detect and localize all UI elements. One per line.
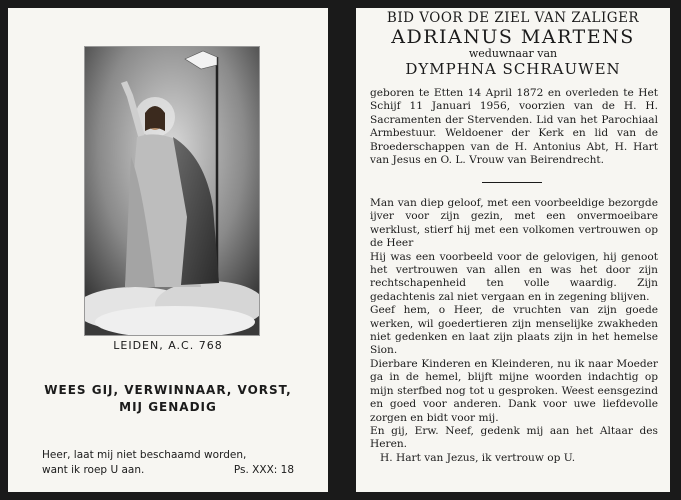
resurrected-christ-illustration: [85, 47, 259, 335]
psalm-reference: Ps. XXX: 18: [233, 464, 294, 476]
closing-prayer: H. Hart van Jezus, ik vertrouw op U.: [380, 451, 576, 464]
memorial-paragraph: En gij, Erw. Neef, gedenk mij aan het Altaar des Heren.: [370, 424, 658, 451]
prayer-line: MIJ GENADIG: [119, 400, 217, 414]
quote-line: Heer, laat mij niet beschaamd worden,: [42, 449, 247, 461]
memorial-paragraph: Man van diep geloof, met een voorbeeldige bezorgde ijver voor zijn gezin, met een onvermoeibare werklust, stierf hij met een volkomen vertrouwen op de Heer: [370, 197, 658, 250]
memorial-text: [370, 197, 658, 465]
holy-card-front: [8, 8, 328, 492]
biography: [370, 87, 658, 167]
memorial-paragraph: Hij was een voorbeeld voor de gelovigen, hij genoot het vertrouwen van allen en was het door zijn rechtschapenheid ten volle waardig. Zijn gedachtenis zal niet vergaan en in zegening blijven.: [370, 250, 658, 303]
deceased-name: ADRIANUS MARTENS: [391, 26, 635, 48]
devotional-picture: [84, 46, 260, 336]
divider-line: [482, 182, 542, 183]
psalm-quote: [42, 448, 308, 478]
publisher-code: LEIDEN, A.C. 768: [113, 339, 223, 352]
holy-card-back: [356, 8, 670, 492]
memorial-header: [356, 10, 670, 78]
biography-text: geboren te Etten 14 April 1872 en overleden te Het Schijf 11 Januari 1956, voorzien van de H. H. Sacramenten der Stervenden. Lid van het Parochiaal Armbestuur. Weldoener der Kerk en lid van de Broederschappen van de H. Antonius Abt, H. Hart van Jesus en O. L. Vrouw van Beirendrecht.: [370, 87, 658, 167]
memorial-paragraph: Dierbare Kinderen en Kleinderen, nu ik naar Moeder ga in de hemel, blijft mijne woorden indachtig op mijn sterfbed nog tot u gesproken. Weest eensgezind en goed voor anderen. Dank voor uwe liefdevolle zorgen en bidt voor mij.: [370, 357, 658, 424]
spouse-name: DYMPHNA SCHRAUWEN: [405, 60, 621, 78]
memorial-paragraph: Geef hem, o Heer, de vruchten van zijn goede werken, wil goedertieren zijn menselijke zwakheden niet gedenken en laat zijn plaats zijn in het hemelse Sion.: [370, 304, 658, 357]
prayer-invocation: [28, 382, 308, 416]
prayer-request: BID VOOR DE ZIEL VAN ZALIGER: [386, 10, 640, 26]
relation-text: weduwnaar van: [468, 47, 558, 60]
quote-line: want ik roep U aan.: [42, 464, 145, 476]
prayer-line: WEES GIJ, VERWINNAAR, VORST,: [44, 383, 292, 397]
